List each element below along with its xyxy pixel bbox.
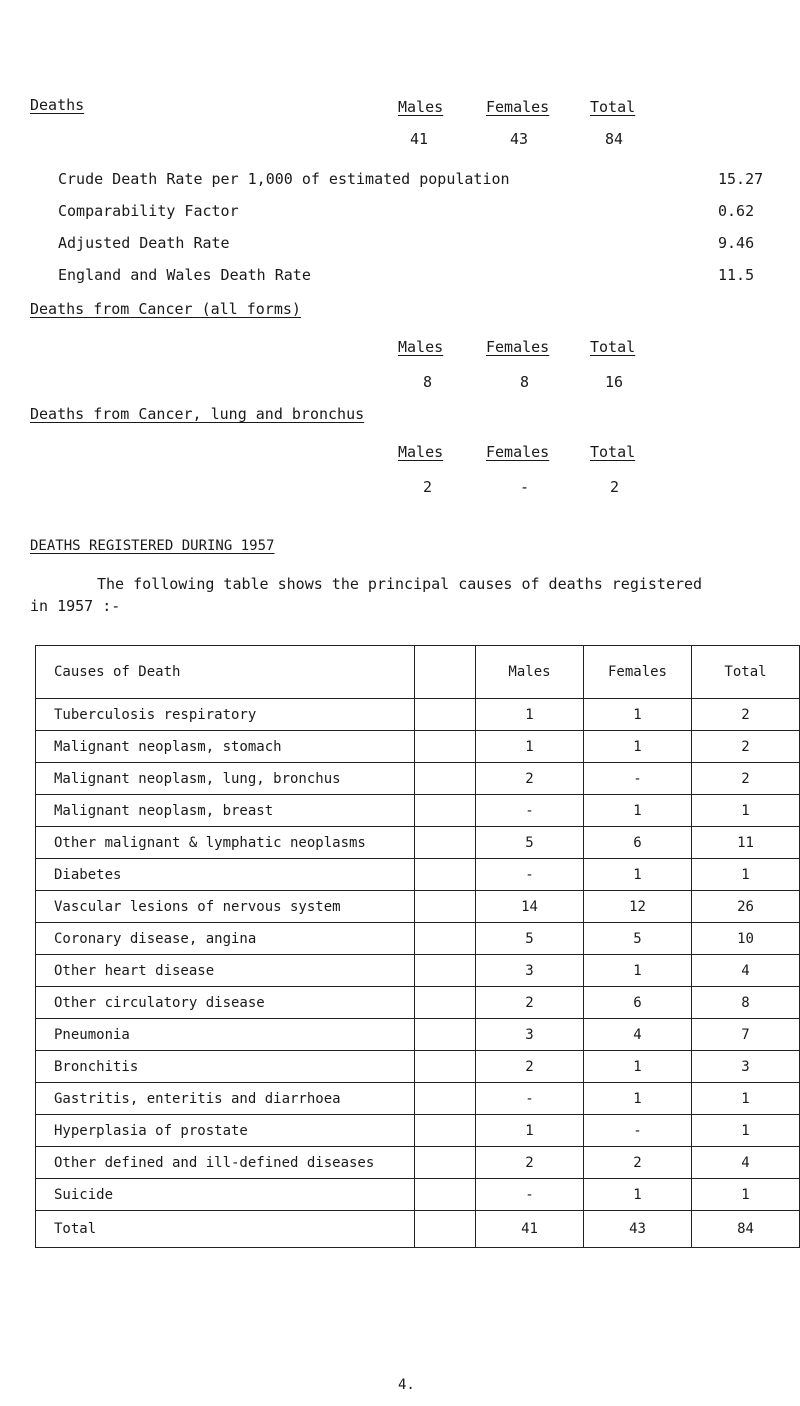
deaths-females-value: 43 [510, 130, 529, 148]
cell-females: 5 [584, 923, 692, 955]
cell-blank [415, 1115, 476, 1147]
cell-females: 1 [584, 955, 692, 987]
rate-value-comparability: 0.62 [718, 202, 755, 220]
cell-total: 1 [692, 1083, 800, 1115]
cell-total: 4 [692, 955, 800, 987]
cell-males: 41 [476, 1211, 584, 1248]
registered-heading: DEATHS REGISTERED DURING 1957 [30, 538, 275, 554]
cell-blank [415, 923, 476, 955]
cell-cause: Other heart disease [36, 955, 415, 987]
cell-males: 2 [476, 1051, 584, 1083]
cell-total: 2 [692, 763, 800, 795]
cell-males: 1 [476, 699, 584, 731]
cell-males: 2 [476, 987, 584, 1019]
cell-blank [415, 699, 476, 731]
rate-label-england-wales: England and Wales Death Rate [58, 266, 311, 284]
table-row [36, 891, 800, 923]
cell-females: - [584, 763, 692, 795]
cell-females: 1 [584, 1179, 692, 1211]
cell-females: 1 [584, 1083, 692, 1115]
cell-total: 1 [692, 1179, 800, 1211]
cell-cause: Hyperplasia of prostate [36, 1115, 415, 1147]
cell-blank [415, 859, 476, 891]
deaths-col-males: Males [398, 98, 444, 116]
cell-blank [415, 1083, 476, 1115]
table-row [36, 1147, 800, 1179]
cell-blank [415, 987, 476, 1019]
registered-intro-line1: The following table shows the principal causes of deaths registered [97, 575, 703, 593]
table-row [36, 955, 800, 987]
cell-males: - [476, 795, 584, 827]
rate-label-crude: Crude Death Rate per 1,000 of estimated population [58, 170, 510, 188]
cell-cause: Diabetes [36, 859, 415, 891]
table-row [36, 795, 800, 827]
cancer-lung-col-total: Total [590, 443, 636, 461]
cell-females: 1 [584, 795, 692, 827]
table-row [36, 699, 800, 731]
cell-total: 10 [692, 923, 800, 955]
causes-of-death-table [35, 645, 800, 1248]
cell-males: 2 [476, 763, 584, 795]
cell-females: 12 [584, 891, 692, 923]
cell-cause: Tuberculosis respiratory [36, 699, 415, 731]
table-row [36, 923, 800, 955]
table-header-row [36, 646, 800, 699]
cell-total: 1 [692, 859, 800, 891]
cell-blank [415, 1179, 476, 1211]
cell-cause: Pneumonia [36, 1019, 415, 1051]
cell-males: 3 [476, 1019, 584, 1051]
cell-males: - [476, 1083, 584, 1115]
cell-males: 2 [476, 1147, 584, 1179]
cell-blank [415, 891, 476, 923]
rate-label-comparability: Comparability Factor [58, 202, 239, 220]
cell-females: 1 [584, 1051, 692, 1083]
table-row [36, 1051, 800, 1083]
header-blank [415, 646, 476, 699]
cell-total: 26 [692, 891, 800, 923]
cell-cause: Malignant neoplasm, stomach [36, 731, 415, 763]
cell-blank [415, 1147, 476, 1179]
header-causes: Causes of Death [36, 646, 415, 699]
table-row [36, 1083, 800, 1115]
cell-males: - [476, 1179, 584, 1211]
deaths-col-females: Females [486, 98, 550, 116]
table-row [36, 987, 800, 1019]
cell-males: 5 [476, 827, 584, 859]
cell-females: 2 [584, 1147, 692, 1179]
cell-females: 1 [584, 731, 692, 763]
cancer-all-males-value: 8 [423, 373, 433, 391]
cell-cause: Total [36, 1211, 415, 1248]
cell-cause: Bronchitis [36, 1051, 415, 1083]
rate-value-england-wales: 11.5 [718, 266, 755, 284]
cell-males: 5 [476, 923, 584, 955]
cell-males: - [476, 859, 584, 891]
cell-cause: Vascular lesions of nervous system [36, 891, 415, 923]
cell-females: 43 [584, 1211, 692, 1248]
cell-blank [415, 795, 476, 827]
cell-cause: Other circulatory disease [36, 987, 415, 1019]
cell-males: 1 [476, 1115, 584, 1147]
cell-females: 6 [584, 987, 692, 1019]
cell-total: 2 [692, 731, 800, 763]
registered-intro-line2: in 1957 :- [30, 597, 121, 615]
table-row [36, 1115, 800, 1147]
cell-total: 84 [692, 1211, 800, 1248]
cell-total: 1 [692, 795, 800, 827]
cancer-lung-heading: Deaths from Cancer, lung and bronchus [30, 405, 365, 423]
header-females: Females [584, 646, 692, 699]
table-row [36, 763, 800, 795]
cell-cause: Other defined and ill-defined diseases [36, 1147, 415, 1179]
cell-total: 8 [692, 987, 800, 1019]
cell-cause: Gastritis, enteritis and diarrhoea [36, 1083, 415, 1115]
cell-males: 3 [476, 955, 584, 987]
rate-label-adjusted: Adjusted Death Rate [58, 234, 230, 252]
cell-females: 1 [584, 699, 692, 731]
cell-total: 2 [692, 699, 800, 731]
cell-total: 4 [692, 1147, 800, 1179]
cancer-all-heading: Deaths from Cancer (all forms) [30, 300, 301, 318]
cell-blank [415, 955, 476, 987]
cancer-lung-col-males: Males [398, 443, 444, 461]
cell-females: 4 [584, 1019, 692, 1051]
rate-value-adjusted: 9.46 [718, 234, 755, 252]
cell-blank [415, 1051, 476, 1083]
cell-cause: Suicide [36, 1179, 415, 1211]
table-row [36, 827, 800, 859]
cell-total: 7 [692, 1019, 800, 1051]
cancer-all-total-value: 16 [605, 373, 624, 391]
cancer-lung-total-value: 2 [610, 478, 620, 496]
cell-blank [415, 731, 476, 763]
header-total: Total [692, 646, 800, 699]
table-row [36, 1179, 800, 1211]
page-number: 4. [398, 1377, 415, 1393]
cell-total: 3 [692, 1051, 800, 1083]
table-row [36, 1019, 800, 1051]
cell-females: 6 [584, 827, 692, 859]
cancer-lung-males-value: 2 [423, 478, 433, 496]
cell-total: 11 [692, 827, 800, 859]
deaths-males-value: 41 [410, 130, 429, 148]
cancer-all-col-total: Total [590, 338, 636, 356]
cancer-all-females-value: 8 [520, 373, 530, 391]
header-males: Males [476, 646, 584, 699]
cell-blank [415, 1211, 476, 1248]
cell-cause: Malignant neoplasm, breast [36, 795, 415, 827]
cell-blank [415, 1019, 476, 1051]
rate-value-crude: 15.27 [718, 170, 764, 188]
cancer-lung-females-value: - [520, 478, 530, 496]
table-row [36, 731, 800, 763]
cell-blank [415, 763, 476, 795]
cell-males: 14 [476, 891, 584, 923]
cell-males: 1 [476, 731, 584, 763]
cancer-all-col-females: Females [486, 338, 550, 356]
cell-females: 1 [584, 859, 692, 891]
cell-cause: Other malignant & lymphatic neoplasms [36, 827, 415, 859]
cell-females: - [584, 1115, 692, 1147]
deaths-heading: Deaths [30, 96, 85, 114]
deaths-total-value: 84 [605, 130, 624, 148]
table-row [36, 859, 800, 891]
cell-cause: Malignant neoplasm, lung, bronchus [36, 763, 415, 795]
deaths-col-total: Total [590, 98, 636, 116]
cancer-all-col-males: Males [398, 338, 444, 356]
cell-cause: Coronary disease, angina [36, 923, 415, 955]
table-total-row [36, 1211, 800, 1248]
cell-blank [415, 827, 476, 859]
cancer-lung-col-females: Females [486, 443, 550, 461]
table-body [36, 699, 800, 1248]
cell-total: 1 [692, 1115, 800, 1147]
